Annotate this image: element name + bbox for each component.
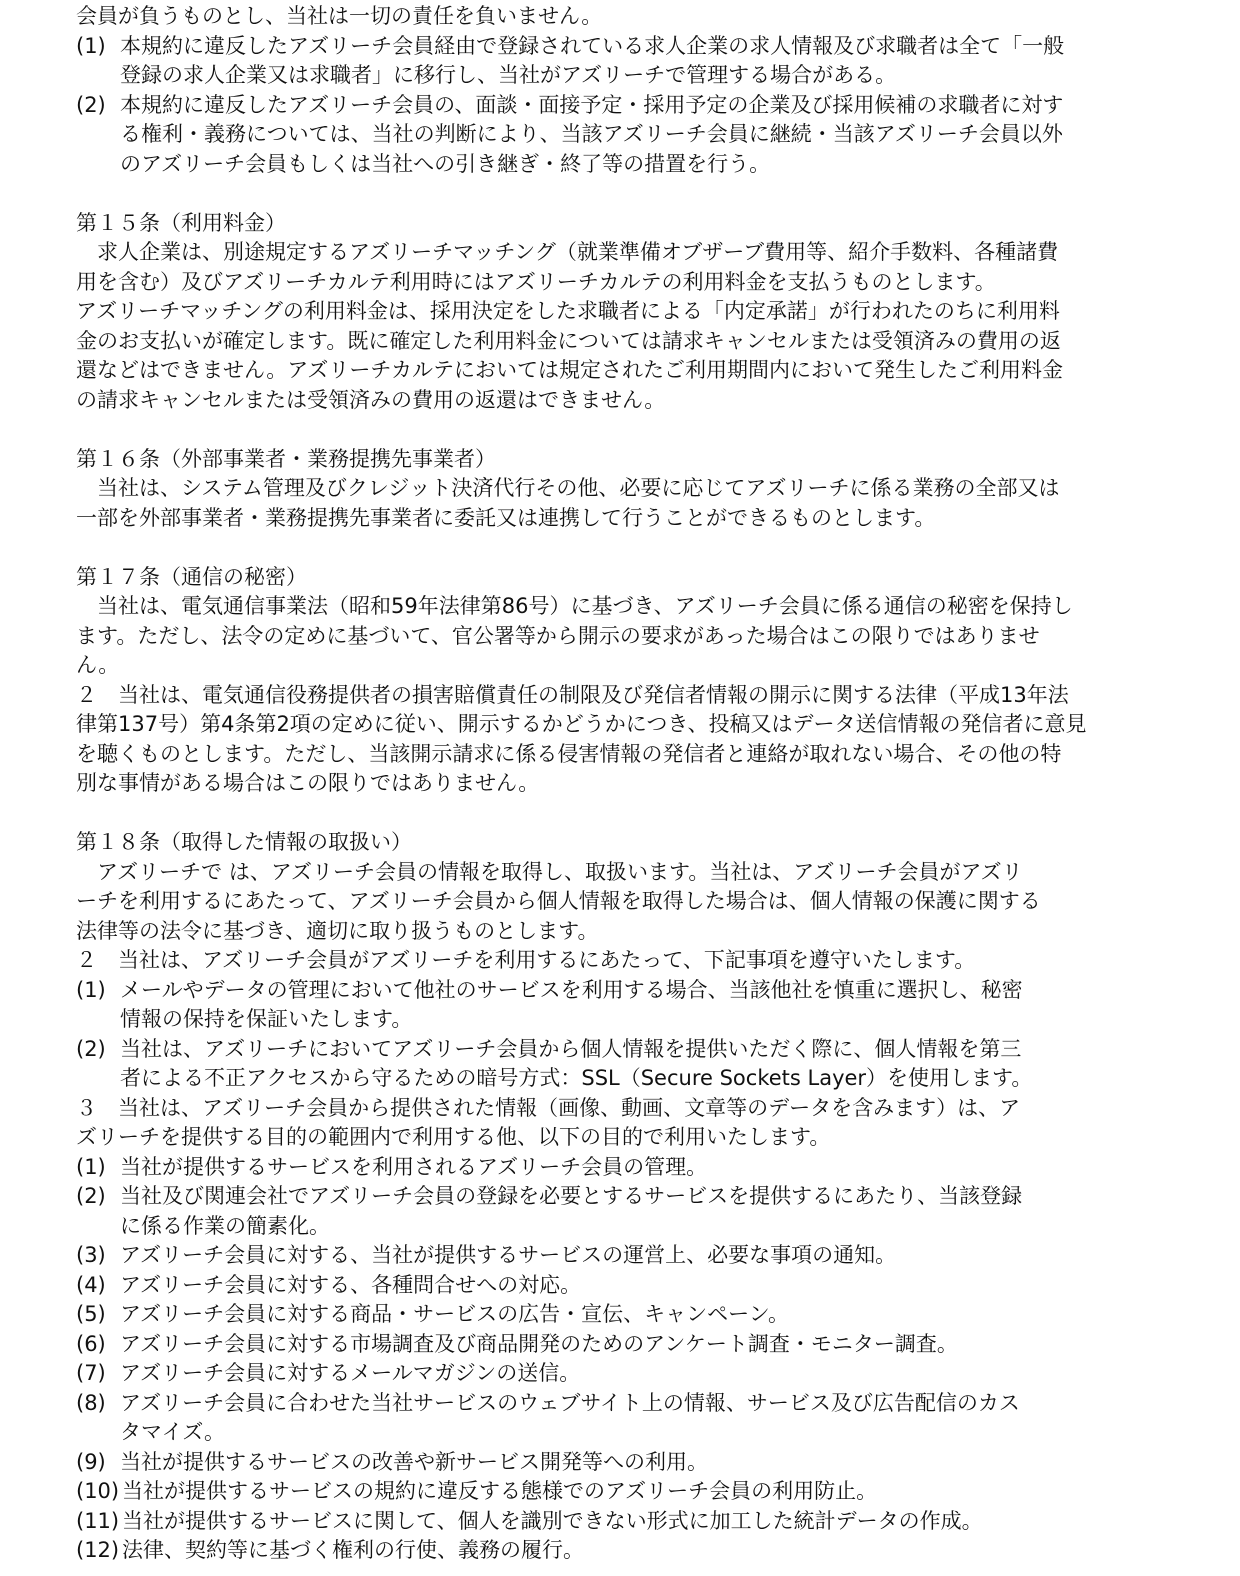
paragraph-line: 求人企業は、別途規定するアズリーチマッチング（就業準備オブザーブ費用等、紹介手数料、各種諸費 (76, 240, 1059, 264)
list-number: (1) (76, 977, 106, 1002)
list-item (76, 1182, 1176, 1241)
list-text-line: アズリーチ会員に対する市場調査及び商品開発のためのアンケート調査・モニター調査。 (120, 1331, 958, 1356)
paragraph-line: 用を含む）及びアズリーチカルテ利用時にはアズリーチカルテの利用料金を支払うものとします。 (76, 269, 996, 294)
list-text-line: 本規約に違反したアズリーチ会員の、面談・面接予定・採用予定の企業及び採用候補の求職者に対す (120, 92, 1064, 117)
list-text-line: のアズリーチ会員もしくは当社への引き継ぎ・終了等の措置を行う。 (120, 151, 771, 176)
list-text-line: アズリーチ会員に対する、各種問合せへの対応。 (120, 1272, 582, 1297)
list-text (122, 1477, 877, 1507)
list-text (120, 1300, 789, 1330)
list-text (120, 1035, 1032, 1094)
intro-line: 会員が負うものとし、当社は一切の責任を負いません。 (76, 4, 603, 28)
list-text-line: 当社が提供するサービスの規約に違反する態様でのアズリーチ会員の利用防止。 (122, 1479, 878, 1503)
list-text-line: 当社は、アズリーチにおいてアズリーチ会員から個人情報を提供いただく際に、個人情報を第三 (120, 1036, 1022, 1061)
list-text-line: 登録の求人企業又は求職者」に移行し、当社がアズリーチで管理する場合がある。 (120, 63, 897, 87)
list-text-line: 法律、契約等に基づく権利の行使、義務の履行。 (122, 1538, 584, 1562)
paragraph-line: ２ 当社は、アズリーチ会員がアズリーチを利用するにあたって、下記事項を遵守いたします。 (76, 948, 976, 972)
list-number: (10) (76, 1479, 120, 1503)
list-item (76, 1389, 1176, 1448)
list-text-line: タマイズ。 (120, 1420, 225, 1444)
paragraph-line: ２ 当社は、電気通信役務提供者の損害賠償責任の制限及び発信者情報の開示に関する法律（平成13年法 (76, 682, 1069, 707)
list-item (76, 1448, 1176, 1478)
list-number: (4) (76, 1272, 106, 1297)
paragraph-line: ます。ただし、法令の定めに基づいて、官公署等から開示の要求があった場合はこの限りではありませ (76, 623, 1040, 648)
list-text (120, 976, 1023, 1035)
list-text (122, 1536, 584, 1566)
list-number: (11) (76, 1508, 120, 1533)
paragraph-line: 当社は、システム管理及びクレジット決済代行その他、必要に応じてアズリーチに係る業務の全部又は (76, 476, 1060, 500)
paragraph-line: 還などはできません。アズリーチカルテにおいては規定されたご利用期間内において発生したご利用料金 (76, 358, 1063, 382)
list-number: (7) (76, 1361, 106, 1385)
list-item (76, 32, 1176, 91)
list-text-line: 本規約に違反したアズリーチ会員経由で登録されている求人企業の求人情報及び求職者は全て「一般 (120, 33, 1065, 58)
paragraph-line: の請求キャンセルまたは受領済みの費用の返還はできません。 (76, 387, 666, 412)
list-number: (1) (76, 33, 106, 58)
list-text-line: に係る作業の簡素化。 (120, 1213, 330, 1238)
list-text-line: る権利・義務については、当社の判断により、当該アズリーチ会員に継続・当該アズリーチ会員以外 (120, 122, 1063, 146)
list-item (76, 1359, 1176, 1389)
paragraph-line: を聴くものとします。ただし、当該開示請求に係る侵害情報の発信者と連絡が取れない場合、その他の特 (76, 741, 1062, 766)
list-text (120, 1182, 1022, 1241)
list-text (120, 1241, 896, 1271)
list-text (120, 1153, 707, 1183)
list-text-line: アズリーチ会員に対する、当社が提供するサービスの運営上、必要な事項の通知。 (120, 1243, 897, 1267)
list-text (120, 1448, 708, 1478)
list-text-line: メールやデータの管理において他社のサービスを利用する場合、当該他社を慎重に選択し、秘密 (120, 977, 1023, 1002)
list-item (76, 976, 1176, 1035)
list-text-line: 当社及び関連会社でアズリーチ会員の登録を必要とするサービスを提供するにあたり、当該登録 (120, 1184, 1023, 1208)
list-text (120, 1330, 958, 1360)
list-number: (8) (76, 1390, 106, 1415)
list-item (76, 1153, 1176, 1183)
article-16-heading: 第１６条（外部事業者・業務提携先事業者） (76, 446, 496, 471)
paragraph-line: 一部を外部事業者・業務提携先事業者に委託又は連携して行うことができるものとします。 (76, 505, 936, 530)
list-number: (2) (76, 1036, 106, 1061)
list-item (76, 91, 1176, 180)
paragraph-line: 法律等の法令に基づき、適切に取り扱うものとします。 (76, 918, 599, 943)
terms-document (76, 2, 1176, 1566)
list-text-line: 当社が提供するサービスの改善や新サービス開発等への利用。 (120, 1449, 708, 1474)
list-text-line: アズリーチ会員に合わせた当社サービスのウェブサイト上の情報、サービス及び広告配信のカス (120, 1390, 1020, 1415)
list-number: (1) (76, 1154, 106, 1179)
paragraph-line: ３ 当社は、アズリーチ会員から提供された情報（画像、動画、文章等のデータを含みます）は、ア (76, 1095, 1021, 1120)
list-item (76, 1271, 1176, 1301)
list-text (120, 32, 1064, 91)
list-text-line: 当社が提供するサービスを利用されるアズリーチ会員の管理。 (120, 1154, 708, 1179)
article-15-heading: 第１５条（利用料金） (76, 210, 286, 235)
spacer (76, 179, 1176, 209)
list-number: (2) (76, 1184, 106, 1208)
list-number: (5) (76, 1302, 106, 1326)
list-item (76, 1507, 1176, 1537)
list-text-line: アズリーチ会員に対するメールマガジンの送信。 (120, 1361, 581, 1385)
list-number: (2) (76, 92, 106, 117)
list-item (76, 1477, 1176, 1507)
paragraph-line: 別な事情がある場合はこの限りではありません。 (76, 771, 540, 795)
spacer (76, 415, 1176, 445)
paragraph-line: ーチを利用するにあたって、アズリーチ会員から個人情報を取得した場合は、個人情報の保護に関する (76, 889, 1041, 913)
paragraph-line: アズリーチで は、アズリーチ会員の情報を取得し、取扱います。当社は、アズリーチ会員がアズリ (76, 859, 1023, 884)
list-text-line: 当社が提供するサービスに関して、個人を識別できない形式に加工した統計データの作成。 (122, 1508, 983, 1533)
list-text-line: アズリーチ会員に対する商品・サービスの広告・宣伝、キャンペーン。 (120, 1302, 790, 1326)
list-item (76, 1241, 1176, 1271)
list-number: (12) (76, 1538, 120, 1562)
spacer (76, 799, 1176, 829)
list-item (76, 1536, 1176, 1566)
list-item (76, 1035, 1176, 1094)
list-number: (3) (76, 1243, 106, 1267)
list-text-line: 情報の保持を保証いたします。 (120, 1007, 413, 1031)
list-number: (6) (76, 1331, 106, 1356)
list-text-line: 者による不正アクセスから守るための暗号方式：SSL（Secure Sockets Layer）を使用します。 (120, 1066, 1033, 1090)
paragraph-line: アズリーチマッチングの利用料金は、採用決定をした求職者による「内定承諾」が行われたのちに利用料 (76, 299, 1060, 323)
paragraph-line: 金のお支払いが確定します。既に確定した利用料金については請求キャンセルまたは受領済みの費用の返 (76, 328, 1061, 353)
list-item (76, 1300, 1176, 1330)
paragraph-line: 律第137号）第4条第2項の定めに従い、開示するかどうかにつき、投稿又はデータ送信情報の発信者に意見 (76, 712, 1087, 736)
list-text (120, 1359, 580, 1389)
list-number: (9) (76, 1449, 106, 1474)
list-text (120, 91, 1063, 180)
list-text (120, 1389, 1020, 1448)
article-18-heading: 第１８条（取得した情報の取扱い） (76, 830, 412, 854)
paragraph-line: ズリーチを提供する目的の範囲内で利用する他、以下の目的で利用いたします。 (76, 1125, 831, 1149)
list-text (120, 1271, 581, 1301)
spacer (76, 533, 1176, 563)
list-item (76, 1330, 1176, 1360)
paragraph-line: 当社は、電気通信事業法（昭和59年法律第86号）に基づき、アズリーチ会員に係る通信の秘密を保持し (76, 594, 1073, 618)
list-text (122, 1507, 983, 1537)
paragraph-line: ん。 (76, 653, 120, 677)
article-17-heading: 第１７条（通信の秘密） (76, 564, 307, 589)
